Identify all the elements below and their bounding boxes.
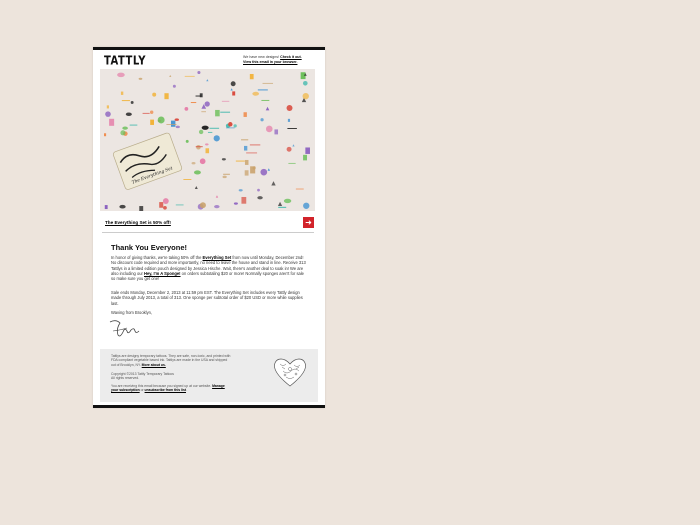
footer-subscription: [111, 384, 231, 393]
more-about-us-link[interactable]: More about us.: [141, 362, 166, 367]
tattoo-sticker: [202, 126, 209, 130]
tattly-logo[interactable]: TATTLY: [104, 54, 146, 69]
tattoo-sticker: [253, 166, 256, 169]
tattoo-sticker: [303, 155, 307, 161]
tattoo-sticker: [107, 105, 109, 108]
tattoo-sticker: [121, 92, 123, 95]
tattoo-sticker: [171, 121, 175, 127]
tattoo-sticker: [200, 202, 206, 208]
sponge-link[interactable]: Hey, I'm A Sponge!: [144, 270, 181, 276]
tattoo-sticker: [139, 206, 143, 211]
tattoo-sticker: [234, 124, 237, 127]
tattoo-sticker: [196, 145, 201, 150]
hero-image[interactable]: [100, 69, 315, 211]
footer-about: [111, 354, 231, 367]
divider: [102, 232, 314, 233]
tattoo-sticker: [199, 130, 203, 134]
footer-copyright: [111, 372, 231, 381]
message-paragraph-1: [111, 255, 309, 281]
tattoo-sticker: [205, 101, 210, 106]
p1-text-b: from now until Monday, December 2nd! No discount code required and more importantly, no need to leave the house and stand in line. Receive 313 Tattlys in a limited edition pouch designed by Jessica Hische. Wait, there's another deal to soak in! We are also including our: [111, 255, 306, 276]
copyright-line: Copyright ©2013 Tattly Temporary Tattoos: [111, 372, 174, 376]
tattoo-sticker: [260, 118, 263, 121]
tattoo-sticker: [284, 199, 291, 203]
bottom-border: [93, 405, 325, 408]
tattoo-sticker: [122, 126, 128, 129]
tattoo-sticker: [152, 93, 156, 97]
p1-text-c: on orders subtotaling $20 or more! Normally sponges aren't for sale so make sure you get one!: [111, 270, 304, 282]
email-card: [93, 47, 325, 408]
rights-line: All rights reserved.: [111, 376, 140, 381]
tattoo-sticker: [305, 147, 310, 153]
tattoo-sticker: [164, 93, 168, 99]
tattoo-sticker: [303, 93, 309, 99]
footer: [100, 349, 318, 402]
footer-about-text: Tattlys are designy temporary tattoos. They are safe, non-toxic, and printed with FDA compliant vegetable based ink. Tattlys are made in the USA and shipped out of Brooklyn, NY.: [111, 354, 231, 367]
tattoo-sticker: [200, 158, 206, 164]
tattoo-sticker: [303, 203, 309, 209]
cta-row: [102, 217, 314, 229]
new-designs-text: We have new designs!: [243, 55, 281, 59]
tattoo-sticker: [163, 198, 169, 204]
tattoo-sticker: [241, 197, 246, 204]
tattoo-sticker: [214, 135, 220, 141]
tattoo-sticker: [194, 170, 201, 174]
tattoo-sticker: [234, 202, 238, 204]
everything-set-sale-link[interactable]: The Everything Set is 50% off!: [105, 220, 171, 225]
tattoo-sticker: [244, 146, 247, 151]
heart-doodle-icon: [272, 355, 308, 389]
tattoo-sticker: [139, 78, 143, 80]
tattoo-sticker: [105, 111, 111, 117]
or-text: or: [139, 388, 145, 393]
tattoo-sticker: [117, 73, 125, 78]
arrow-right-icon[interactable]: ➜: [303, 217, 314, 228]
tattoo-sticker: [173, 85, 176, 88]
tattoo-sticker: [288, 119, 290, 122]
tattoo-sticker: [205, 143, 209, 145]
tattoo-sticker: [192, 162, 196, 164]
tattoo-sticker: [131, 101, 134, 104]
tattoo-sticker: [222, 176, 226, 179]
tattoo-sticker: [186, 140, 189, 143]
tattoo-sticker: [228, 122, 232, 126]
tattoo-sticker: [119, 205, 125, 209]
top-border: [93, 47, 325, 50]
tattoo-sticker: [126, 112, 132, 116]
tattoo-sticker: [222, 158, 226, 160]
tattoo-sticker: [274, 129, 278, 134]
tattoo-sticker: [175, 118, 179, 121]
tattoo-sticker: [200, 93, 203, 97]
tattoo-collage-illustration: [100, 69, 315, 211]
tattoo-sticker: [159, 202, 163, 208]
tattoo-sticker: [104, 133, 106, 136]
tattoo-sticker: [245, 160, 249, 165]
tattoo-sticker: [257, 196, 262, 199]
everything-set-link[interactable]: Everything Set: [202, 255, 232, 260]
tattoo-sticker: [252, 92, 259, 96]
tattoo-sticker: [287, 105, 293, 111]
tattoo-sticker: [206, 148, 210, 153]
message-paragraph-3: Waving from Brooklyn,: [111, 310, 153, 315]
tattoo-sticker: [215, 110, 220, 116]
tattoo-sticker: [266, 126, 273, 133]
message-title: Thank You Everyone!: [111, 243, 187, 252]
tattoo-sticker: [232, 91, 235, 95]
tattoo-sticker: [197, 71, 200, 74]
check-it-out-link[interactable]: Check it out.: [280, 55, 302, 59]
tattoo-sticker: [105, 205, 108, 209]
tattoo-sticker: [257, 189, 260, 192]
unsubscribe-link[interactable]: unsubscribe from this list: [144, 388, 186, 393]
tattoo-sticker: [214, 205, 219, 208]
tattoo-sticker: [185, 107, 189, 111]
tattoo-sticker: [109, 119, 114, 126]
tattoo-sticker: [176, 126, 180, 129]
tattoo-sticker: [239, 189, 243, 191]
tattoo-sticker: [245, 170, 249, 175]
header-links: [243, 55, 319, 64]
period-text: .: [186, 388, 187, 393]
view-in-browser-link[interactable]: View this email in your browser.: [243, 59, 298, 64]
subscription-text: You are receiving this email because you signed up at our website.: [111, 384, 213, 388]
pouch-lettering: The Everything Set: [131, 166, 174, 186]
manage-subscription-link[interactable]: Manage your subscription: [111, 384, 225, 393]
tattoo-sticker: [303, 81, 308, 86]
signature-icon: [107, 318, 147, 342]
tattoo-sticker: [150, 120, 154, 125]
tattoo-sticker: [260, 169, 267, 176]
tattoo-sticker: [244, 112, 247, 117]
tattoo-sticker: [158, 116, 165, 123]
tattoo-sticker: [287, 147, 292, 152]
message-paragraph-2: Sale ends Monday, December 2, 2013 at 11:59 pm EST. The Everything Set includes every Tattly design made through July 2013, a total of 313. One sponge per subtotal order of $20 USD or more while supplies last.: [111, 290, 303, 306]
tattoo-sticker: [231, 81, 236, 86]
tattoo-sticker: [250, 74, 254, 79]
tattoo-sticker: [163, 206, 167, 210]
tattoo-sticker: [120, 130, 125, 135]
tattoo-sticker: [150, 111, 153, 114]
p1-text-a: In honor of giving thanks, we're taking 50% off the: [111, 255, 203, 260]
